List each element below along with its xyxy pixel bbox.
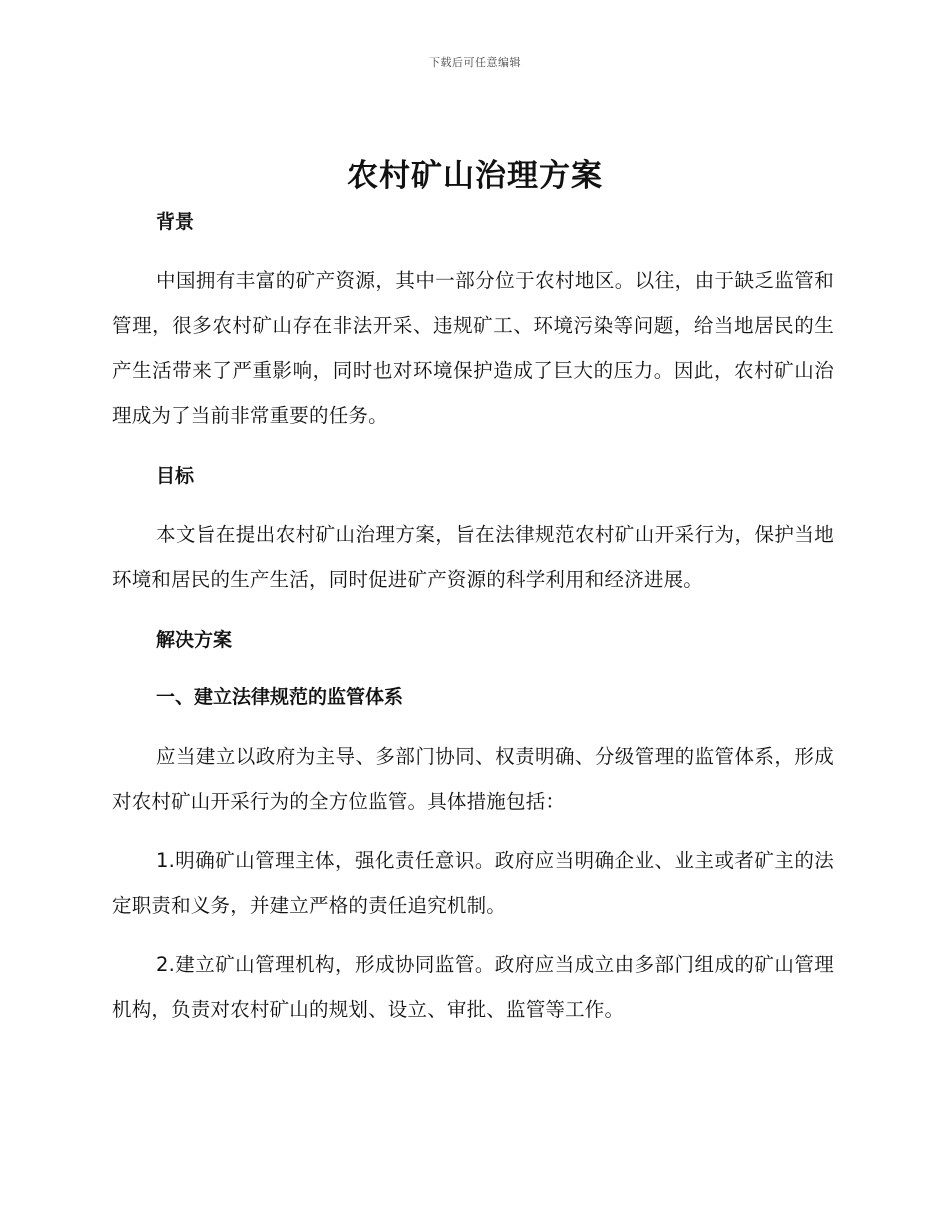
solution-heading: 解决方案 [156, 629, 233, 651]
background-paragraph: 中国拥有丰富的矿产资源，其中一部分位于农村地区。以往，由于缺乏监管和管理，很多农村矿山存在非法开采、违规矿工、环境污染等问题，给当地居民的生产生活带来了严重影响，同时也对环境保护造成了巨大的压力。因此，农村矿山治理成为了当前非常重要的任务。 [112, 269, 834, 427]
part1-heading: 一、建立法律规范的监管体系 [156, 686, 404, 708]
document-title: 农村矿山治理方案 [347, 158, 603, 194]
goal-paragraph: 本文旨在提出农村矿山治理方案，旨在法律规范农村矿山开采行为，保护当地环境和居民的生产生活，同时促进矿产资源的科学利用和经济进展。 [112, 523, 834, 591]
header-note: 下载后可任意编辑 [429, 56, 521, 69]
goal-heading: 目标 [156, 465, 195, 487]
list-item: 1.明确矿山管理主体，强化责任意识。政府应当明确企业、业主或者矿主的法定职责和义务，并建立严格的责任追究机制。 [112, 849, 834, 917]
document-body [112, 205, 834, 1032]
background-heading: 背景 [156, 211, 195, 233]
list-item: 2.建立矿山管理机构，形成协同监管。政府应当成立由多部门组成的矿山管理机构，负责对农村矿山的规划、设立、审批、监管等工作。 [112, 953, 834, 1021]
part1-paragraph: 应当建立以政府为主导、多部门协同、权责明确、分级管理的监管体系，形成对农村矿山开采行为的全方位监管。具体措施包括： [112, 745, 834, 813]
